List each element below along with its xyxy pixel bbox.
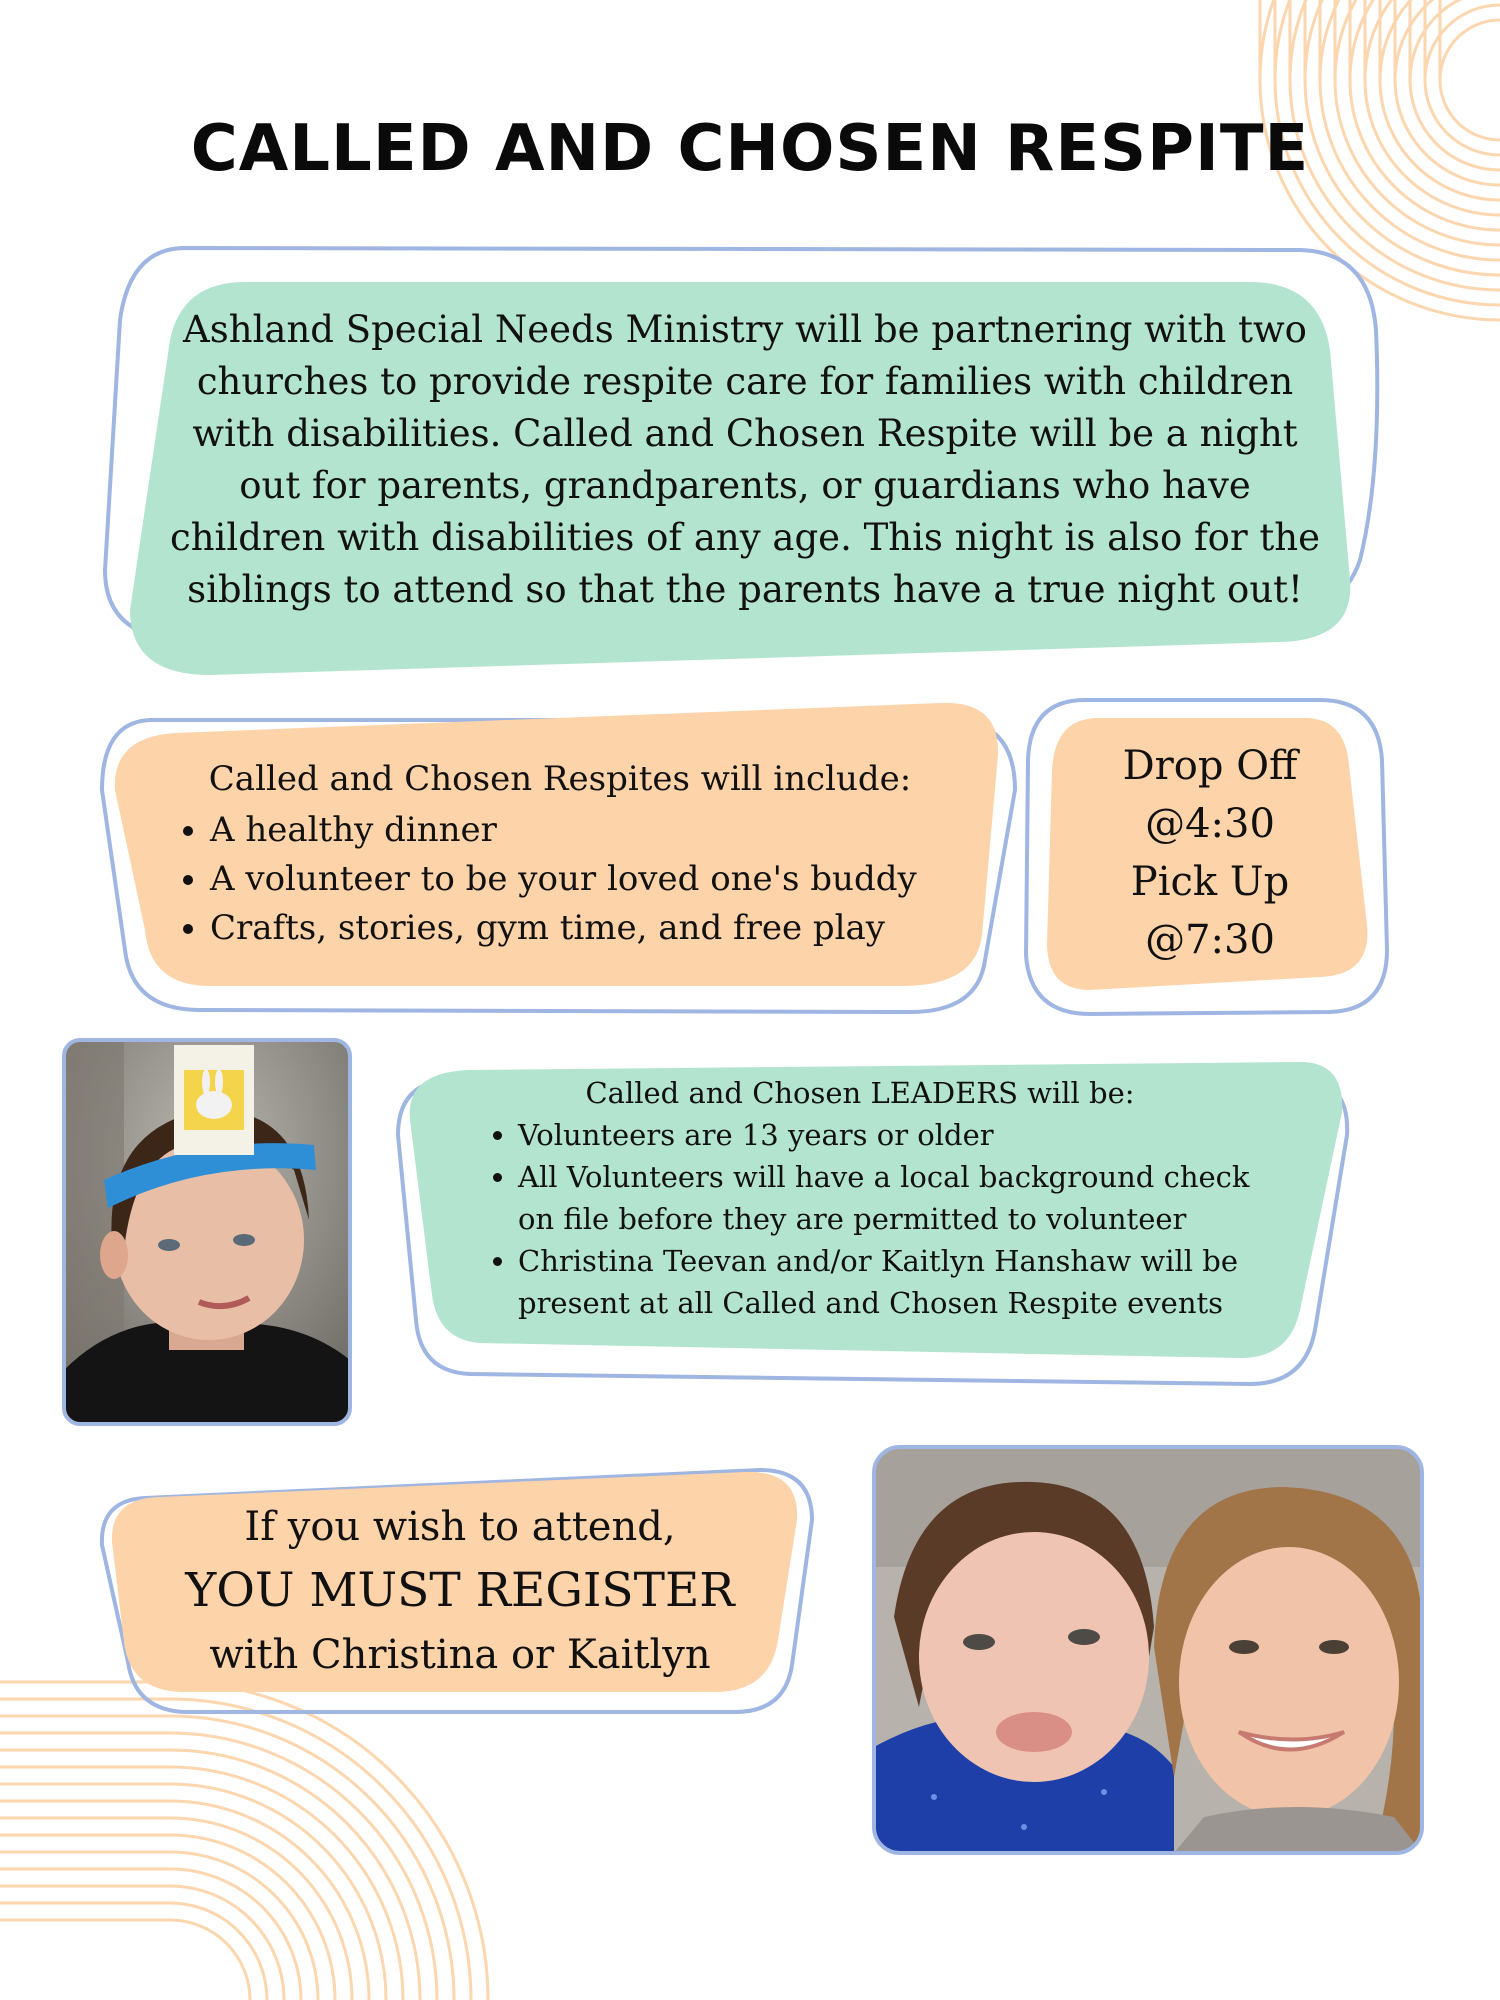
times-panel (1055, 728, 1365, 978)
photo-boy (64, 1040, 350, 1424)
leaders-list (440, 1114, 1280, 1324)
register-line3: with Christina or Kaitlyn (209, 1632, 711, 1678)
include-list (150, 806, 970, 953)
list-item: • A healthy dinner (210, 806, 970, 855)
list-item: • Volunteers are 13 years or older (518, 1114, 1280, 1156)
intro-text: Ashland Special Needs Ministry will be partnering with two churches to provide respite care for families with children with disabilities. Called and Chosen Respite will be a night out for parents, grandparents, or guardians who have children with disabilities of any age. This night is also for the siblings to attend so that the parents have a true night out! (170, 308, 1320, 611)
include-heading: Called and Chosen Respites will include: (208, 759, 912, 799)
page-title: CALLED AND CHOSEN RESPITE (190, 112, 1310, 186)
register-panel (150, 1495, 770, 1687)
pickup-label: Pick Up (1130, 859, 1290, 905)
leaders-panel (440, 1072, 1280, 1324)
intro-panel (160, 300, 1330, 620)
list-item: • Christina Teevan and/or Kaitlyn Hanshaw will be present at all Called and Chosen Respite events (518, 1240, 1280, 1324)
pickup-time: @7:30 (1145, 917, 1275, 963)
list-item: • All Volunteers will have a local background check on file before they are permitted to volunteer (518, 1156, 1280, 1240)
dropoff-time: @4:30 (1145, 801, 1275, 847)
include-panel (150, 755, 970, 953)
dropoff-label: Drop Off (1122, 743, 1298, 789)
leaders-heading: Called and Chosen LEADERS will be: (585, 1076, 1135, 1110)
list-item: • Crafts, stories, gym time, and free play (210, 904, 970, 953)
register-line2: YOU MUST REGISTER (185, 1563, 735, 1618)
register-line1: If you wish to attend, (244, 1504, 676, 1550)
photo-two-girls (874, 1447, 1422, 1853)
list-item: • A volunteer to be your loved one's buddy (210, 855, 970, 904)
